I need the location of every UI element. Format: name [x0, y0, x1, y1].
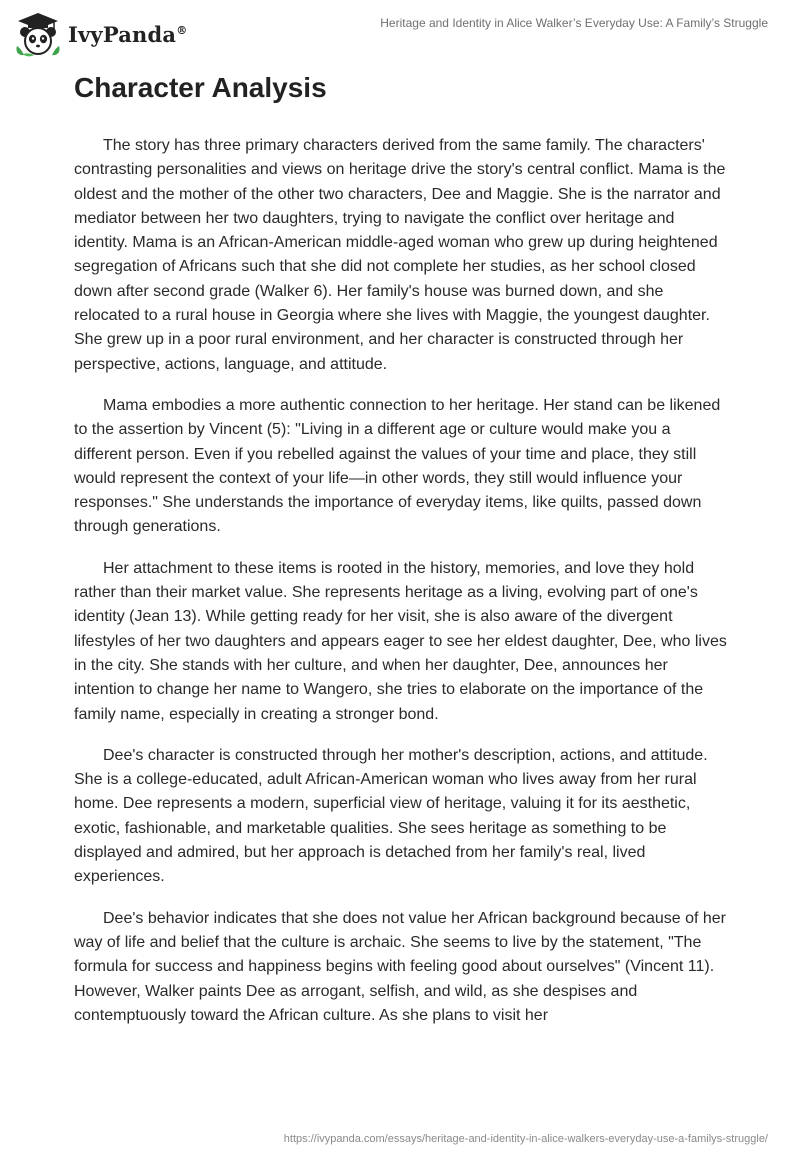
panda-graduation-cap-icon	[14, 10, 62, 58]
section-heading: Character Analysis	[74, 72, 327, 103]
source-url[interactable]: https://ivypanda.com/essays/heritage-and-identity-in-alice-walkers-everyday-use-a-familys-struggle/	[283, 1133, 768, 1145]
essay-body	[74, 134, 730, 1045]
brand-name: IvyPanda®	[68, 21, 188, 47]
paragraph: The story has three primary characters derived from the same family. The characters' contrasting personalities and views on heritage drive the story's central conflict. Mama is the oldest and the mother of the other two characters, Dee and Maggie. She is the narrator and mediator between her two daughters, trying to navigate the conflict over heritage and identity. Mama is an African-American middle-aged woman who grew up during heightened segregation of Africans such that she did not complete her studies, as her school closed down after second grade (Walker 6). Her family's house was burned down, and she relocated to a rural house in Georgia where she lives with Maggie, the youngest daughter. She grew up in a poor rural environment, and her character is constructed through her perspective, actions, language, and attitude.	[74, 137, 726, 373]
paragraph: Her attachment to these items is rooted in the history, memories, and love they hold rather than their market value. She represents heritage as a living, evolving part of one's identity (Jean 13). While getting ready for her visit, she is also aware of the divergent lifestyles of her two daughters and appears eager to see her eldest daughter, Dee, who lives in the city. She stands with her culture, and when her daughter, Dee, announces her intention to change her name to Wangero, she tries to elaborate on the importance of the family name, especially in creating a stronger bond.	[74, 559, 727, 723]
registered-mark: ®	[176, 23, 188, 37]
paragraph: Mama embodies a more authentic connection to her heritage. Her stand can be likened to the assertion by Vincent (5): "Living in a different age or culture would make you a different person. Even if you rebelled against the values of your time and place, they still would represent the context of your life—in other words, they still would influence your responses." She understands the importance of everyday items, like quilts, passed down through generations.	[74, 396, 721, 536]
ivypanda-logo[interactable]	[14, 10, 187, 58]
document-title: Heritage and Identity in Alice Walker’s Everyday Use: A Family’s Struggle	[380, 16, 768, 30]
paragraph: Dee's character is constructed through her mother's description, actions, and attitude. She is a college-educated, adult African-American woman who lives away from her rural home. Dee represents a modern, superficial view of heritage, valuing it for its aesthetic, exotic, fashionable, and marketable qualities. She sees heritage as something to be displayed and admired, but her approach is detached from her family's real, lived experiences.	[74, 746, 708, 886]
page-header	[0, 0, 800, 70]
paragraph: Dee's behavior indicates that she does not value her African background because of her way of life and belief that the culture is archaic. She seems to live by the statement, "The formula for success and happiness begins with feeling good about ourselves" (Vincent 11). However, Walker paints Dee as arrogant, selfish, and wild, as she despises and contemptuously toward the African culture. As she plans to visit her	[74, 909, 727, 1024]
